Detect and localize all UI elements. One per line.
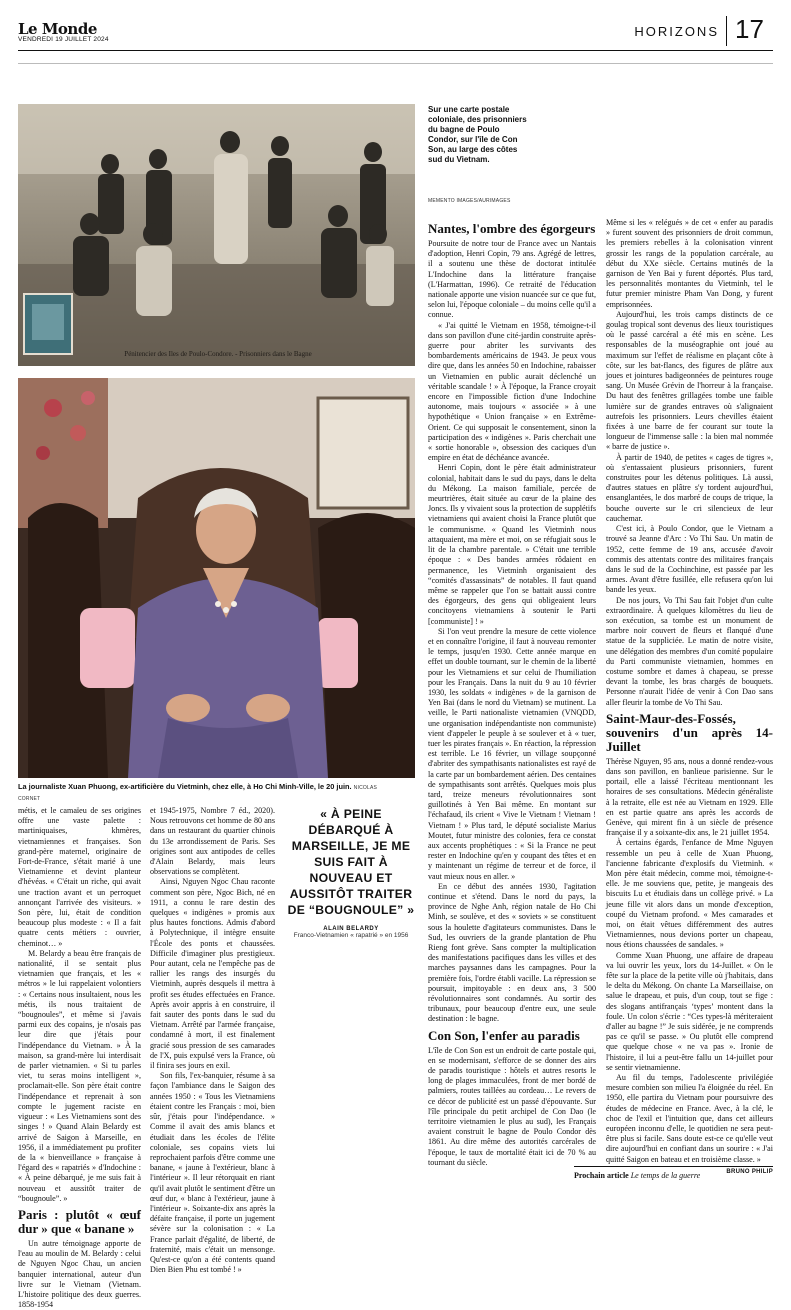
paragraph: « J'ai quitté le Vietnam en 1958, témoigne-t-il dans son pavillon d'une cité-jardin construite après-guerre pour abriter les survivants des bombardements américains de 1943. Je peux vous dire que, dans les années 50 en Indochine, rabaisser un Vietnamien en public aurait déclenché un véritable scandale ! » À l'époque, la France croyait encore en l'impossible fiction d'une Indochine autonome, mais toujours « associée » à une hypothétique « Union française » en Extrême-Orient. Ce qui supposait le consentement, sinon la participation des « indigènes ». Paris cherchait une « sortie honorable », obsession des caciques d'un empire en état de déchéance avancée.	[428, 320, 596, 463]
subheading: Saint-Maur-des-Fossés, souvenirs d'un après 14-Juillet	[606, 710, 773, 754]
footer-rule	[574, 1166, 773, 1167]
subheading: Paris : plutôt « œuf dur » que « banane »	[18, 1206, 141, 1236]
article-column-2	[150, 806, 275, 1275]
subheading: Con Son, l'enfer au paradis	[428, 1027, 580, 1043]
paragraph: Un autre témoignage apporte de l'eau au moulin de M. Belardy : celui de Nguyen Ngoc Chau, un ancien banquier international, auteur d'un livre sur le Vietnam (Vietnam. L'histoire politique des deux guerres. 1858-1954	[18, 1238, 141, 1310]
paragraph: Aujourd'hui, les trois camps distincts de ce goulag tropical sont devenus des lieux touristiques où le passé carcéral a été mis en scène. Les responsables de la muséographie ont joué au maximum sur l'effet de réalisme en plaçant côte à côte, sur les bat-flancs, des figures de plâtre aux joues et jointures badigeonnées de peintures rouge sang. Un Musée Grévin de l'horreur à la française. Du haut des fenêtres grillagées tombe une faible lumière sur de grandes entraves où s'alignaient autrefois les prisonniers. Leurs chevilles étaient fixées à une barre de fer courant sur toute la longueur de l'immense salle : la bien mal nommée « barre de justice ».	[606, 309, 773, 452]
header-rule	[18, 50, 773, 51]
article-column-4	[428, 218, 596, 1168]
paragraph: Au fil du temps, l'adolescente privilégiée mesure combien son milieu l'a éloignée du réel. En 1950, elle partira du Vietnam pour poursuivre des études de médecine en France. Avec, à la clé, le choc de l'exil et l'intuition que, dans cet ailleurs européen inconnu d'elle, le quotidien ne sera peut-être plus si facile. Sans doute est-ce ce qu'elle veut dire aujourd'hui en confiant dans un sourire : « J'ai quitté Saigon en bateau et en troisième classe. »	[606, 1073, 773, 1164]
pull-quote	[287, 806, 415, 940]
paragraph: À certains égards, l'enfance de Mme Nguyen ressemble un peu à celle de Xuan Phuong, l'ancienne fabricante d'explosifs du Vietminh. « Mon père était médecin, comme moi, témoigne-t-elle. Je me souviens que, petite, je mangeais des biscuits Lu et étudiais dans un collège privé. » La jeune fille vit alors dans un monde d'exception, coupé du Vietnam profond. « Mes camarades et moi, on était vêtues différemment des autres Vietnamiennes, nous devions porter un chapeau, nous étions chaussées de sandales. »	[606, 838, 773, 950]
pull-quote-role: Franco-Vietnamien « rapatrié » en 1956	[293, 932, 409, 939]
header-separator	[726, 16, 727, 46]
paragraph: De nos jours, Vo Thi Sau fait l'objet d'un culte extraordinaire. À quelques kilomètres du lieu de son exécution, sa tombe est un monument de marbre noir couvert de fleurs et flanqué d'une statue de la suppliciée. Le matin de notre visite, une délégation des membres d'un comité populaire du Parti communiste vietnamien, hommes en costume sombre et dames à chapeau, se presse devant la tombe, les bras chargés de bouquets. Personne n'aurait l'idée de venir à Con Dao sans aller fleurir la tombe de Vo Thi Sau.	[606, 595, 773, 707]
pull-quote-name: ALAIN BELARDY	[323, 926, 379, 932]
paragraph: Même si les « relégués » de cet « enfer au paradis » furent souvent des prisonniers de droit commun, les premiers rebelles à la colonisation vinrent grossir les rangs de la population carcérale, au début du XXe siècle. Certains mutinés de la garnison de Yen Bai y furent déportés. Plus tard, les personnalités montantes du Vietminh, tel le futur premier ministre Pham Van Dong, y furent emprisonnées.	[606, 218, 773, 309]
postcard-illustration	[18, 104, 415, 366]
hair-rule	[18, 63, 773, 64]
masthead: Le Monde	[18, 20, 97, 38]
paragraph: métis, et le camaïeu de ses origines offre une vaste palette : martiniquaises, khmères, vietnamiennes et françaises. Son grand-père maternel, originaire de Fort-de-France, s'était marié à une Vietnamienne et devint planteur d'hévéas. « C'était un riche, qui avait une traction avant et un perroquet annonçant l'arrivée des visiteurs. » Son père, lui, était de condition beaucoup plus modeste : « Il a fait quatre cents métiers : ouvrier, cheminot… »	[18, 806, 141, 948]
next-article-label: Prochain article	[574, 1171, 629, 1180]
article-column-1	[18, 806, 141, 1310]
postcard-caption: Pénitencier des Iles de Poulo-Condore. - Prisonniers dans le Bagne	[124, 350, 312, 358]
paragraph: L'île de Con Son est un endroit de carte postale qui, en se modernisant, s'efforce de se donner des airs de paradis touristique : hôtels et autres resorts le long de plages immaculées, front de mer bordé de palmiers, routes taillées au cordeau… Le revers de ce décor de publicité est un passé d'épouvante. Sur l'île principale du petit archipel de Con Dao (le territoire vietnamien le plus au sud), les Français avaient construit le bagne de Poulo Condor dès 1861. Au dire même des autorités carcérales de l'époque, le taux de mortalité était ici de 70 % au tournant du siècle.	[428, 1045, 596, 1167]
paragraph: C'est ici, à Poulo Condor, que le Vietnam a trouvé sa Jeanne d'Arc : Vo Thi Sau. Un matin de 1952, cette femme de 19 ans, accusée d'avoir commis des attentats contre des militaires français dans le sud de la Cochinchine, est passée par les armes. Avant d'être fusillée, elle refusera qu'on lui bande les yeux.	[606, 524, 773, 595]
main-photo-caption-text: La journaliste Xuan Phuong, ex-artificière du Vietminh, chez elle, à Ho Chi Minh-Ville, le 20 juin.	[18, 782, 352, 791]
paragraph: En ce début des années 1930, l'agitation continue et s'étend. Dans le nord du pays, la province de Nghe Anh, région natale de Ho Chi Minh, se soulève, et des « soviets » se constituent sous la houlette d'agitateurs communistes. Dans le Sud, les ouvriers de la grande plantation de Phu Rieng font grève. Sans compter la multiplication des manifestations pacifiques dans les villes et des marches paysannes dans les campagnes. Pour la première fois, l'ordre établi vacille. La répression se poursuit, impitoyable : en deux ans, 3 500 révolutionnaires sont condamnés. Au sortir des tribunaux, pour beaucoup d'entre eux, une seule destination : le bagne.	[428, 881, 596, 1024]
author-signature: BRUNO PHILIP	[726, 1168, 773, 1175]
main-photo-caption	[18, 782, 378, 804]
paragraph: Son fils, l'ex-banquier, résume à sa façon l'ambiance dans le Saigon des années 1950 : « Tous les Vietnamiens étaient contre les Français : moi, bien sûr, j'étais pour l'indépendance. » Comme il avait des amis blancs et étudiait dans les écoles de l'élite coloniale, ses copains viets lui reprochaient parfois d'être comme une banane, « jaune à l'extérieur, blanc à l'intérieur ». Il leur rétorquait en riant qu'il avait plutôt le sentiment d'être un œuf dur, « blanc à l'extérieur, jaune à l'intérieur ». Soixante-dix ans après la défaite française, il porte un jugement sévère sur la colonisation : « La France parlait d'égalité, de liberté, de fraternité, mais c'était un mensonge. Qu'est-ce qu'on a été contents quand Dien Bien Phu est tombé ! »	[150, 1071, 275, 1275]
next-article-title: Le temps de la guerre	[630, 1171, 701, 1180]
paragraph: Ainsi, Nguyen Ngoc Chau raconte comment son père, Ngoc Bich, né en 1911, a connu le rare destin des quelques « indigènes » promis aux plus hautes fonctions. Admis d'abord à Polytechnique, il intègre ensuite l'École des ponts et chaussées. Difficile d'imaginer plus prestigieux. Pour autant, cela ne l'empêche pas de rallier les rangs des insurgés du Vietminh, auprès desquels il mettra à profit ses études effectuées en France. Après avoir appris à en construire, il fait sauter des ponts dans le sud du Vietnam. Arrêté par l'armée française, condamné à mort, il est finalement gracié sous pression de ses camarades de l'X, puis expulsé vers la France, où il finira ses jours en exil.	[150, 877, 275, 1071]
pull-quote-text: « À PEINE DÉBARQUÉ À MARSEILLE, JE ME SUIS FAIT À NOUVEAU ET AUSSITÔT TRAITER DE “BOUGNOULE” »	[287, 807, 415, 917]
paragraph: et 1945-1975, Nombre 7 éd., 2020). Nous retrouvons cet homme de 80 ans dans un restaurant du quartier chinois du 13e arrondissement de Paris. Ses origines sont aux antipodes de celles d'Alain Belardy, mais leurs observations se complètent.	[150, 806, 275, 877]
paragraph: Henri Copin, dont le père était administrateur colonial, habitait dans le sud du pays, dans le delta du Mékong. La maison familiale, percée de meurtrières, était située au cœur de la plaine des Joncs. Ils y vivaient sous la protection de supplétifs vietnamiens qui avaient choisi la France plutôt que le communisme. « Quand les Vietminh nous attaquaient, ma mère et moi, on se réfugiait sous le lit de la chambre parentale. » C'était une terrible époque : « Des bandes armées rôdaient en permanence, les Vietminh organisaient des “comités d'assassinats” de notables. Il faut quand même se rappeler que l'on se battait aussi contre des égorgeurs, des gens qui obligeaient leurs concitoyens vietnamiens à soutenir le Parti [communiste] ! »	[428, 463, 596, 626]
paragraph: Si l'on veut prendre la mesure de cette violence et en connaître l'origine, il faut à nouveau remonter le temps, jusqu'en 1930. Cette année marque en effet un double tournant, sur le chemin de la liberté pour les Vietnamiens et sur celui de l'humiliation pour les Français. Dans la nuit du 9 au 10 février 1930, les soldats « indigènes » de la garnison de Yen Bai (dans le nord du Vietnam) se mutinent. La veille, le Parti nationaliste vietnamien (VNQDD, une organisation indépendantiste non communiste) vient d'appeler le peuple à se soulever et à « tuer, tuer les pirates français ». En réaction, la répression est terrible. Le 16 février, un village soupçonné d'abriter des sympathisants nationalistes est rayé de la carte par un bombardement aérien. Des centaines de sympathisants sont arrêtés. Quelques mois plus tard, treize meneurs révolutionnaires sont guillotinés à Yen Bai même. En montant sur l'échafaud, ils crient « Vive le Vietnam ! Vietnam ! Vietnam ! » Plus tard, le député socialiste Marius Moutet, futur ministre des colonies, fera ce constat aux accents prophétiques : « Si la France ne peut rester en Indochine qu'en y coupant des têtes et en y maintenant un régime de terreur et de force, il vaut mieux nous en aller. »	[428, 626, 596, 881]
main-photo	[18, 378, 415, 778]
subheading: Nantes, l'ombre des égorgeurs	[428, 221, 596, 236]
dateline: VENDREDI 19 JUILLET 2024	[18, 36, 109, 43]
paragraph: M. Belardy a beau être français de nationalité, il se sentait plus vietnamien que français, et les « métros » le lui rappelaient volontiers : « Certains nous insultaient, nous les métis, ils nous traitaient de “bougnoules”, et même si j'avais parmi eux des copains, je n'osais pas leur dire que j'étais pour l'indépendance du Vietnam. » À la maison, sa grand-mère lui interdisait de parler vietnamien. « Si tu parles viet, tu seras moins intelligent », proclamait-elle. Son père était contre l'indépendance et reprenait à son compte le jugement raciste en vigueur : « Les Vietnamiens sont des singes ! » Quand Alain Belardy est arrivé de Saigon à Marseille, en 1956, il a immédiatement pu profiter de la « bienveillance » française à l'égard des « rapatriés » d'Indochine : « À peine débarqué, je me suis fait à nouveau et aussitôt traiter de “bougnoule”. »	[18, 948, 141, 1203]
paragraph: À partir de 1940, de petites « cages de tigres », où s'entassaient plusieurs prisonniers, furent construites pour les détenus politiques. Là aussi, d'autres statues en plâtre s'y tordent aujourd'hui, ensanglantées, le dos marbré de coups de trique, la bouche ouverte sur le cri silencieux de leur cauchemar.	[606, 452, 773, 523]
top-photo-caption: Sur une carte postale coloniale, des prisonniers du bagne de Poulo Condor, sur l'île de Con Son, au large des côtes sud du Vietnam.	[428, 105, 527, 164]
article-column-5	[606, 218, 773, 1175]
section-title: HORIZONS	[634, 24, 719, 39]
next-article[interactable]	[574, 1171, 700, 1180]
paragraph: Poursuite de notre tour de France avec un Nantais d'adoption, Henri Copin, 79 ans. Agrégé de lettres, il a soutenu une thèse de doctorat intitulée L'Indochine dans la littérature française (L'Harmattan, 1996). Ce retraité de l'éducation nationale apporte une vision nuancée sur ce que fut, selon lui, l'époque coloniale – du moins celle qu'il a connue.	[428, 239, 596, 320]
portrait-illustration	[18, 378, 415, 778]
postcard-photo	[18, 104, 415, 366]
top-photo-credit: MEMENTO IMAGES/AURIMAGES	[428, 198, 511, 204]
page-number: 17	[735, 14, 764, 44]
main-photo-credit: NICOLAS CORNET	[18, 785, 378, 802]
paragraph: Comme Xuan Phuong, une affaire de drapeau va lui ouvrir les yeux, lors du 14-Juillet. « On le fête sur la place de la petite ville où j'habitais, dans le delta du Mékong. On chante La Marseillaise, on salue le drapeau, et puis, d'un coup, tout se fige : des slogans antifrançais ‘types’ montent dans la foule. Un colon s'écrie : “Ces types-là mériteraient d'aller au bagne !” Je suis sidérée, je ne comprends pas ce qu'il se passe. » Ou plutôt elle comprend que quelque chose « ne va pas ». Ironie de l'histoire, il lui a peut-être fallu un 14-juillet pour se sentir vietnamienne.	[606, 950, 773, 1072]
paragraph: Thérèse Nguyen, 95 ans, nous a donné rendez-vous dans son pavillon, en banlieue parisienne. Sur le portail, elle a laissé l'écriteau mentionnant les horaires de ses consultations. Médecin généraliste à la retraite, elle est née au Vietnam en 1929. Elle en est partie quatre ans après les accords de Genève, qui mirent fin à un siècle de présence française il y a soixante-dix ans, le 21 juillet 1954.	[606, 756, 773, 838]
